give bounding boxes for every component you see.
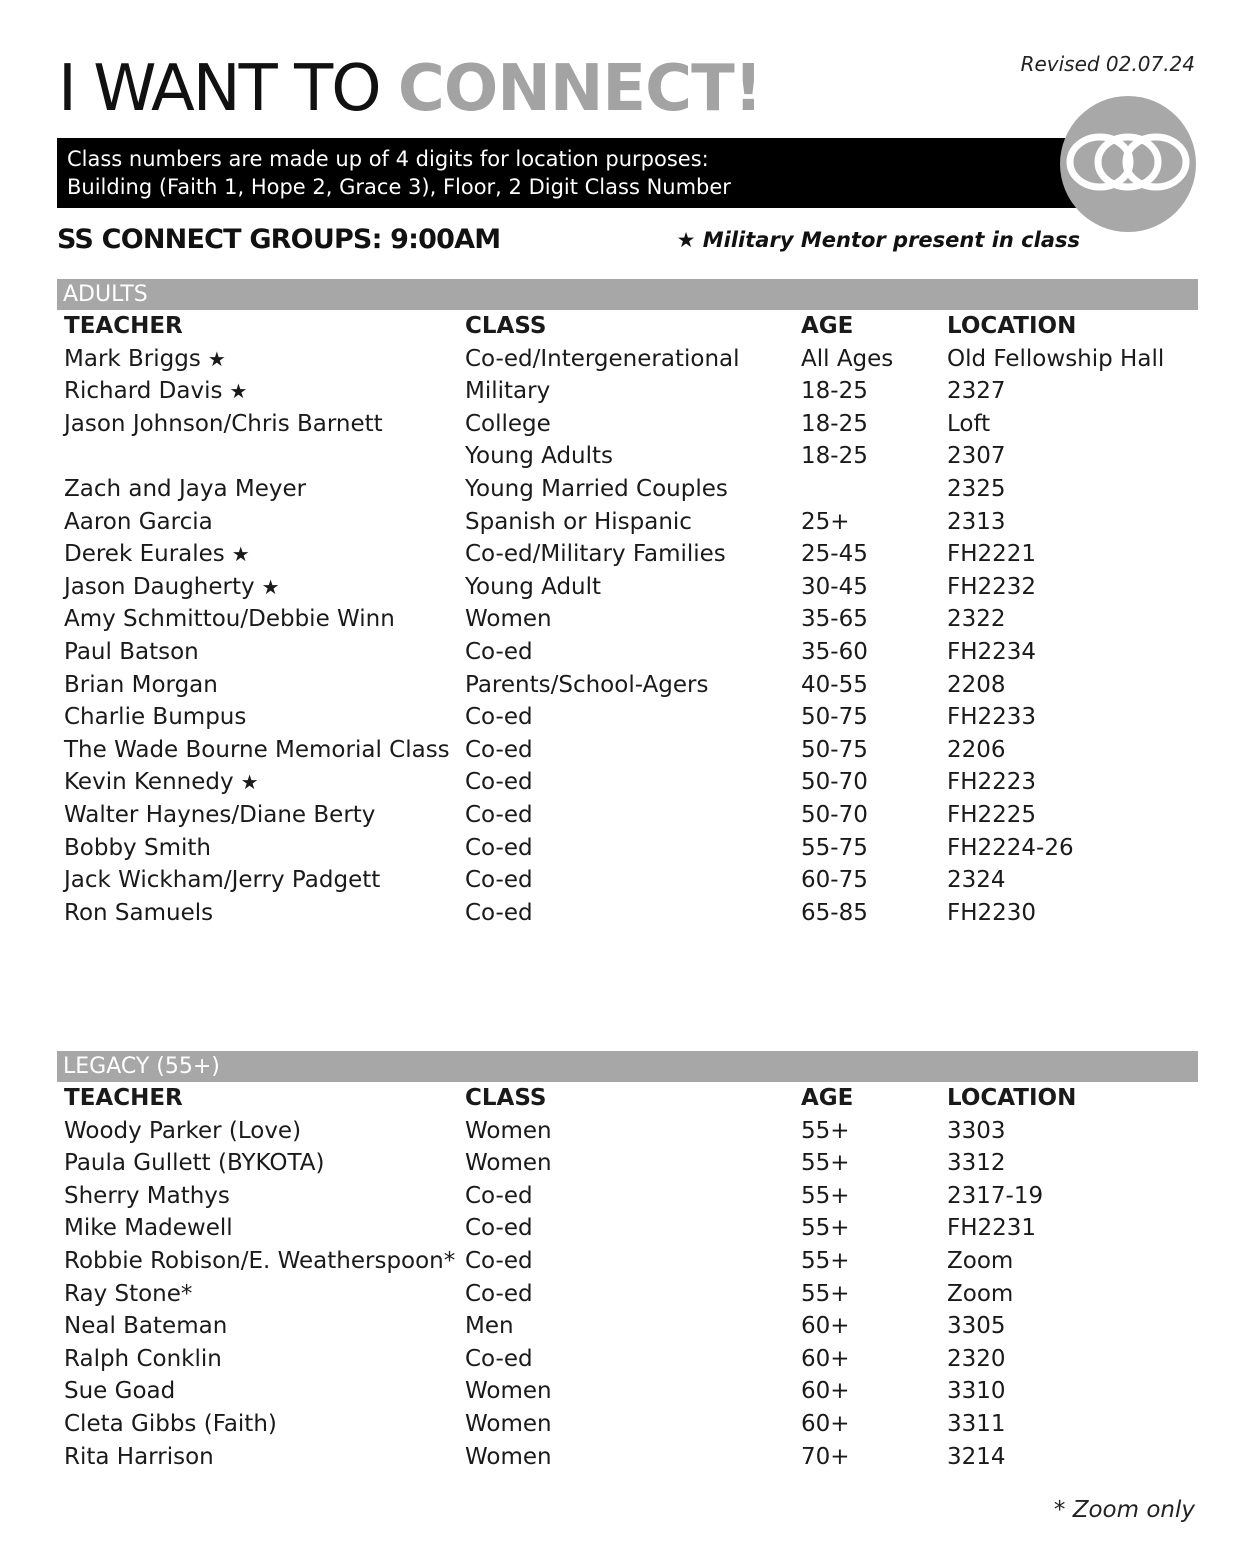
teacher-cell (64, 766, 259, 799)
location-cell: 2320 (947, 1345, 1006, 1372)
teacher-name: Woody Parker (Love) (64, 1117, 302, 1144)
teacher-name: Richard Davis (64, 378, 223, 405)
teacher-cell (64, 1375, 175, 1408)
table-row (57, 1343, 1198, 1376)
teacher-name: Ray Stone* (64, 1280, 193, 1307)
table-row (57, 766, 1198, 799)
title-plain: I WANT TO (58, 52, 380, 126)
location-cell: 3311 (947, 1410, 1006, 1437)
info-line-1: Class numbers are made up of 4 digits for location purposes: (67, 147, 709, 171)
teacher-name: Ron Samuels (64, 899, 214, 926)
teacher-name: Rita Harrison (64, 1443, 214, 1470)
age-cell: 50-70 (801, 769, 868, 796)
location-cell: Loft (947, 410, 991, 437)
table-row (57, 1115, 1198, 1148)
title-highlight: CONNECT! (397, 52, 762, 126)
teacher-name: Sherry Mathys (64, 1182, 230, 1209)
teacher-cell (64, 734, 450, 767)
teacher-name: Mark Briggs (64, 345, 201, 372)
location-cell: 2327 (947, 378, 1006, 405)
teacher-cell (64, 864, 380, 897)
col-teacher-header: TEACHER (64, 1085, 183, 1111)
teacher-name: Walter Haynes/Diane Berty (64, 801, 376, 828)
adults-rows (57, 343, 1198, 930)
location-cell: FH2231 (947, 1215, 1037, 1242)
age-cell: 60+ (801, 1378, 850, 1405)
table-row (57, 734, 1198, 767)
age-cell: 35-60 (801, 638, 868, 665)
location-cell: 2206 (947, 736, 1006, 763)
table-row (57, 897, 1198, 930)
teacher-name: Neal Bateman (64, 1313, 228, 1340)
connect-logo (1060, 96, 1196, 232)
age-cell: 50-75 (801, 704, 868, 731)
age-cell: 25+ (801, 508, 850, 535)
teacher-name: Jason Daugherty (64, 573, 255, 600)
table-row (57, 408, 1198, 441)
teacher-name: Sue Goad (64, 1378, 176, 1405)
teacher-cell (64, 701, 246, 734)
info-line-2: Building (Faith 1, Hope 2, Grace 3), Floor, 2 Digit Class Number (67, 175, 731, 199)
age-cell: 60+ (801, 1410, 850, 1437)
class-cell: Co-ed (465, 704, 533, 731)
table-row (57, 1375, 1198, 1408)
age-cell: 55+ (801, 1182, 850, 1209)
teacher-cell (64, 1441, 214, 1474)
teacher-cell (64, 1343, 222, 1376)
teacher-cell (64, 408, 383, 441)
teacher-name: Robbie Robison/E. Weatherspoon* (64, 1247, 456, 1274)
teacher-cell (64, 1180, 230, 1213)
revised-date: Revised 02.07.24 (1020, 52, 1195, 76)
table-row (57, 864, 1198, 897)
col-teacher-header: TEACHER (64, 313, 183, 339)
class-cell: Women (465, 1150, 552, 1177)
table-row (57, 506, 1198, 539)
table-row (57, 1147, 1198, 1180)
age-cell: 60+ (801, 1313, 850, 1340)
class-cell: Military (465, 378, 551, 405)
age-cell: 18-25 (801, 443, 868, 470)
teacher-cell (64, 1212, 233, 1245)
groups-title: SS CONNECT GROUPS: 9:00AM (57, 224, 501, 255)
teacher-name: The Wade Bourne Memorial Class (64, 736, 450, 763)
teacher-name: Mike Madewell (64, 1215, 233, 1242)
class-cell: Co-ed (465, 834, 533, 861)
table-row (57, 1245, 1198, 1278)
teacher-cell (64, 1278, 192, 1311)
location-cell: 3303 (947, 1117, 1006, 1144)
info-bar (57, 138, 1137, 208)
location-cell: 3305 (947, 1313, 1006, 1340)
location-cell: FH2221 (947, 541, 1037, 568)
location-cell: 2313 (947, 508, 1006, 535)
table-row (57, 603, 1198, 636)
table-row (57, 1441, 1198, 1474)
class-cell: Co-ed (465, 769, 533, 796)
teacher-cell (64, 375, 247, 408)
col-class-header: CLASS (465, 1085, 547, 1111)
teacher-name: Kevin Kennedy (64, 769, 234, 796)
class-cell: College (465, 410, 551, 437)
mentor-note: ★ Military Mentor present in class (676, 228, 1080, 252)
location-cell: FH2224-26 (947, 834, 1074, 861)
age-cell: 18-25 (801, 410, 868, 437)
age-cell: 55+ (801, 1247, 850, 1274)
location-cell: Zoom (947, 1280, 1014, 1307)
col-class-header: CLASS (465, 313, 547, 339)
location-cell: 2322 (947, 606, 1006, 633)
age-cell: 18-25 (801, 378, 868, 405)
zoom-only-note: * Zoom only (1053, 1497, 1195, 1523)
teacher-cell (64, 506, 213, 539)
table-row (57, 571, 1198, 604)
age-cell: 25-45 (801, 541, 868, 568)
class-cell: Young Married Couples (465, 475, 728, 502)
location-cell: FH2234 (947, 638, 1037, 665)
table-row (57, 1408, 1198, 1441)
age-cell: 55+ (801, 1150, 850, 1177)
col-location-header: LOCATION (947, 313, 1077, 339)
class-cell: Co-ed (465, 899, 533, 926)
teacher-name: Bobby Smith (64, 834, 211, 861)
teacher-name: Aaron Garcia (64, 508, 213, 535)
age-cell: 55+ (801, 1215, 850, 1242)
age-cell: 40-55 (801, 671, 868, 698)
table-row (57, 832, 1198, 865)
legacy-section (57, 1051, 1198, 1473)
class-cell: Women (465, 1378, 552, 1405)
age-cell: 60+ (801, 1345, 850, 1372)
age-cell: 50-75 (801, 736, 868, 763)
location-cell: FH2230 (947, 899, 1037, 926)
page-title (58, 52, 762, 126)
table-row (57, 440, 1198, 473)
table-row (57, 1278, 1198, 1311)
table-row (57, 701, 1198, 734)
military-star-icon: ★ (240, 770, 259, 795)
class-cell: Co-ed (465, 801, 533, 828)
class-cell: Co-ed (465, 1247, 533, 1274)
military-star-icon: ★ (231, 542, 250, 567)
col-location-header: LOCATION (947, 1085, 1077, 1111)
teacher-cell (64, 473, 306, 506)
teacher-cell (64, 832, 211, 865)
teacher-name: Cleta Gibbs (Faith) (64, 1410, 277, 1437)
col-age-header: AGE (801, 313, 854, 339)
age-cell: 55+ (801, 1280, 850, 1307)
class-cell: Co-ed (465, 1345, 533, 1372)
age-cell: All Ages (801, 345, 894, 372)
legacy-rows (57, 1115, 1198, 1474)
age-cell: 65-85 (801, 899, 868, 926)
location-cell: FH2233 (947, 704, 1037, 731)
class-cell: Co-ed (465, 1182, 533, 1209)
table-row (57, 473, 1198, 506)
location-cell: 3312 (947, 1150, 1006, 1177)
adults-section (57, 279, 1198, 929)
location-cell: 2307 (947, 443, 1006, 470)
location-cell: 2317-19 (947, 1182, 1044, 1209)
teacher-name: Jason Johnson/Chris Barnett (64, 410, 383, 437)
teacher-cell (64, 1310, 227, 1343)
class-cell: Co-ed/Intergenerational (465, 345, 740, 372)
teacher-name: Paula Gullett (BYKOTA) (64, 1150, 325, 1177)
class-cell: Women (465, 1410, 552, 1437)
age-cell: 60-75 (801, 867, 868, 894)
location-cell: FH2223 (947, 769, 1037, 796)
location-cell: FH2232 (947, 573, 1037, 600)
teacher-cell (64, 1245, 455, 1278)
table-row (57, 669, 1198, 702)
teacher-name: Ralph Conklin (64, 1345, 222, 1372)
class-cell: Women (465, 1117, 552, 1144)
adults-section-title: ADULTS (57, 279, 1198, 310)
legacy-section-title: LEGACY (55+) (57, 1051, 1198, 1082)
military-star-icon: ★ (207, 346, 226, 371)
age-cell: 30-45 (801, 573, 868, 600)
teacher-cell (64, 669, 218, 702)
teacher-name: Charlie Bumpus (64, 704, 247, 731)
adults-header-row (57, 310, 1198, 343)
age-cell: 35-65 (801, 606, 868, 633)
teacher-cell (64, 571, 280, 604)
class-cell: Co-ed (465, 867, 533, 894)
teacher-cell (64, 799, 375, 832)
teacher-name: Jack Wickham/Jerry Padgett (64, 867, 381, 894)
class-cell: Co-ed/Military Families (465, 541, 726, 568)
age-cell: 55+ (801, 1117, 850, 1144)
teacher-cell (64, 1408, 277, 1441)
class-cell: Men (465, 1313, 514, 1340)
teacher-name: Brian Morgan (64, 671, 218, 698)
location-cell: FH2225 (947, 801, 1037, 828)
class-cell: Women (465, 606, 552, 633)
location-cell: 2325 (947, 475, 1006, 502)
class-cell: Women (465, 1443, 552, 1470)
location-cell: 2324 (947, 867, 1006, 894)
location-cell: 2208 (947, 671, 1006, 698)
teacher-cell (64, 538, 250, 571)
age-cell: 55-75 (801, 834, 868, 861)
age-cell: 70+ (801, 1443, 850, 1470)
class-cell: Co-ed (465, 1280, 533, 1307)
teacher-name: Paul Batson (64, 638, 199, 665)
teacher-name: Derek Eurales (64, 541, 225, 568)
age-cell: 50-70 (801, 801, 868, 828)
table-row (57, 538, 1198, 571)
teacher-cell (64, 897, 213, 930)
table-row (57, 375, 1198, 408)
military-star-icon: ★ (261, 574, 280, 599)
class-cell: Parents/School-Agers (465, 671, 709, 698)
location-cell: Old Fellowship Hall (947, 345, 1165, 372)
table-row (57, 799, 1198, 832)
col-age-header: AGE (801, 1085, 854, 1111)
location-cell: 3214 (947, 1443, 1006, 1470)
table-row (57, 343, 1198, 376)
teacher-cell (64, 1115, 301, 1148)
location-cell: Zoom (947, 1247, 1014, 1274)
location-cell: 3310 (947, 1378, 1006, 1405)
military-star-icon: ★ (229, 379, 248, 404)
class-cell: Co-ed (465, 736, 533, 763)
table-row (57, 1212, 1198, 1245)
teacher-cell (64, 1147, 324, 1180)
class-cell: Co-ed (465, 1215, 533, 1242)
rings-icon (1060, 96, 1196, 232)
legacy-header-row (57, 1082, 1198, 1115)
class-cell: Young Adults (465, 443, 614, 470)
teacher-name: Amy Schmittou/Debbie Winn (64, 606, 395, 633)
class-cell: Spanish or Hispanic (465, 508, 692, 535)
teacher-cell (64, 636, 199, 669)
class-cell: Co-ed (465, 638, 533, 665)
teacher-name: Zach and Jaya Meyer (64, 475, 307, 502)
table-row (57, 1180, 1198, 1213)
teacher-cell (64, 603, 395, 636)
table-row (57, 636, 1198, 669)
table-row (57, 1310, 1198, 1343)
teacher-cell (64, 343, 226, 376)
class-cell: Young Adult (465, 573, 602, 600)
